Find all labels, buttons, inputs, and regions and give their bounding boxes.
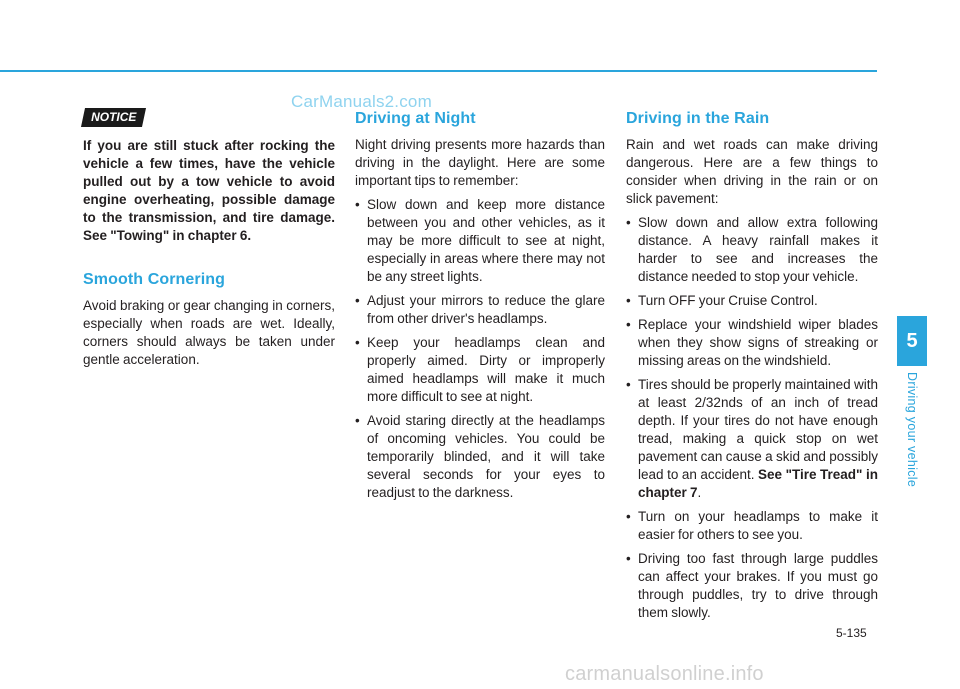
list-item <box>355 412 605 502</box>
list-item <box>626 316 878 370</box>
page-number: 5-135 <box>836 626 867 640</box>
list-item <box>355 292 605 328</box>
notice-badge <box>81 108 146 127</box>
notice-label: NOTICE <box>91 110 137 124</box>
heading-driving-in-rain: Driving in the Rain <box>626 110 770 127</box>
smooth-cornering-text: Avoid braking or gear changing in corners, especially when roads are wet. Ideally, corners should always be taken under gentle acceleration. <box>83 298 335 367</box>
list-item <box>355 334 605 406</box>
bullet-icon: • <box>355 197 360 212</box>
list-item <box>626 292 878 310</box>
column-right <box>626 108 878 622</box>
tire-tread-end: . <box>697 485 702 500</box>
chapter-tab <box>897 316 927 366</box>
night-tip-text: Avoid staring directly at the headlamps of oncoming vehicles. You could be temporarily blinded, and it will take several seconds for your eyes to readjust to the darkness. <box>367 413 605 500</box>
night-tip-text: Adjust your mirrors to reduce the glare from other driver's headlamps. <box>367 293 605 326</box>
chapter-number: 5 <box>906 329 918 352</box>
rain-tip-text: Turn OFF your Cruise Control. <box>638 293 818 308</box>
bullet-icon: • <box>626 293 631 308</box>
list-item <box>355 196 605 286</box>
rain-intro: Rain and wet roads can make driving dangerous. Here are a few things to consider when driving in the rain or on slick pavement: <box>626 137 878 206</box>
rain-tip-text: Replace your windshield wiper blades when they show signs of streaking or missing areas on the windshield. <box>638 317 878 368</box>
header-rule <box>0 70 877 72</box>
tire-tread-reference: See "Tire Tread" in chapter 7 <box>638 467 878 500</box>
night-tip-text: Keep your headlamps clean and properly aimed. Dirty or improperly aimed headlamps will make it much more difficult to see at night. <box>367 335 605 404</box>
bullet-icon: • <box>355 293 360 308</box>
bullet-icon: • <box>626 551 631 566</box>
night-intro: Night driving presents more hazards than driving in the daylight. Here are some important tips to remember: <box>355 137 605 188</box>
chapter-label-wrap <box>898 372 926 502</box>
watermark-bottom: carmanualsonline.info <box>565 663 764 685</box>
list-item <box>626 376 878 502</box>
rain-tip-text: Turn on your headlamps to make it easier for others to see you. <box>638 509 878 542</box>
bullet-icon: • <box>355 413 360 428</box>
bullet-icon: • <box>626 377 631 392</box>
list-item <box>626 550 878 622</box>
rain-tips-list <box>626 214 878 622</box>
list-item <box>626 214 878 286</box>
bullet-icon: • <box>626 317 631 332</box>
chapter-label: Driving your vehicle <box>905 372 919 488</box>
bullet-icon: • <box>355 335 360 350</box>
night-tips-list <box>355 196 605 502</box>
heading-smooth-cornering: Smooth Cornering <box>83 271 226 288</box>
rain-tip-text: Driving too fast through large puddles can affect your brakes. If you must go through puddles, try to drive through them slowly. <box>638 551 878 620</box>
column-left <box>83 108 335 373</box>
list-item <box>626 508 878 544</box>
bullet-icon: • <box>626 509 631 524</box>
rain-tip-text: Tires should be properly maintained with at least 2/32nds of an inch of tread depth. If your tires do not have enough tread, making a quick stop on wet pavement can cause a skid and possibly lead to an accident. <box>638 377 878 482</box>
watermark-top: CarManuals2.com <box>291 92 432 111</box>
heading-driving-at-night: Driving at Night <box>355 110 476 127</box>
rain-tip-text: Slow down and allow extra following distance. A heavy rainfall makes it harder to see and increases the distance needed to stop your vehicle. <box>638 215 878 284</box>
bullet-icon: • <box>626 215 631 230</box>
night-tip-text: Slow down and keep more distance between you and other vehicles, as it may be more difficult to see at night, especially in areas where there may not be any street lights. <box>367 197 605 284</box>
column-middle <box>355 108 605 502</box>
notice-text: If you are still stuck after rocking the vehicle a few times, have the vehicle pulled out by a tow vehicle to avoid engine overheating, possible damage to the transmission, and tire damage. See "Towing" in chapter 6. <box>83 138 335 243</box>
